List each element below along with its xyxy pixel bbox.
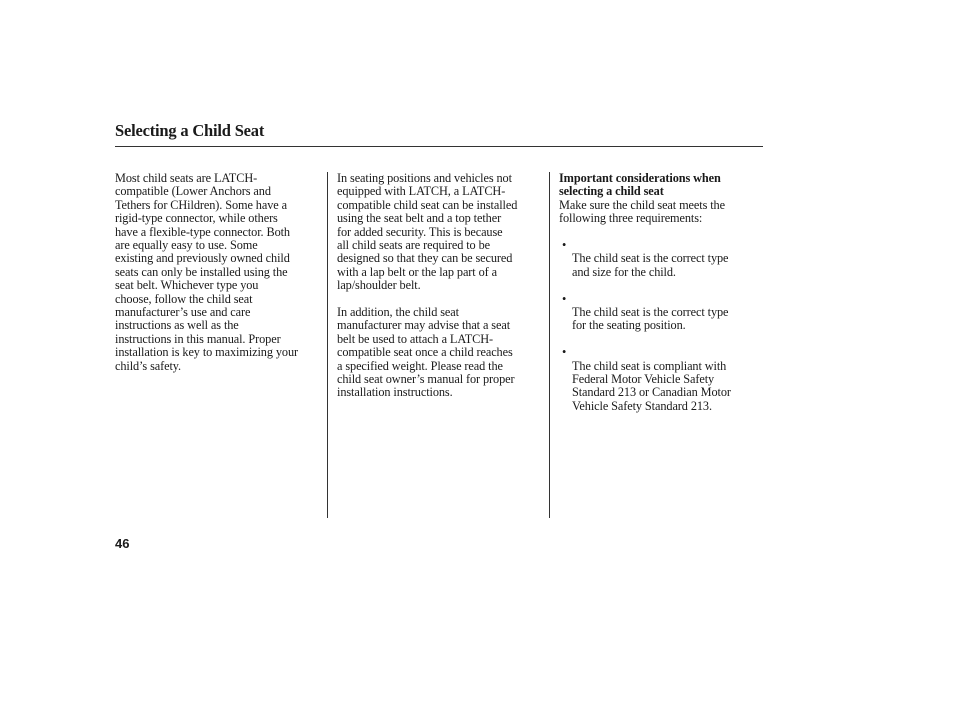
requirement-item <box>559 293 759 333</box>
requirement-item <box>559 346 759 413</box>
requirements-intro: Make sure the child seat meets the following three requirements: <box>559 197 725 226</box>
bullet-icon: • <box>562 291 567 306</box>
bullet-icon: • <box>562 238 567 253</box>
column-latch-overview <box>115 172 323 373</box>
requirement-item <box>559 239 759 279</box>
requirement-text: The child seat is compliant with Federal Motor Vehicle Safety Standard 213 or Canadian Motor Vehicle Safety Standard 213. <box>572 358 731 413</box>
requirement-text: The child seat is the correct type for the seating position. <box>572 305 729 333</box>
column-important-considerations <box>559 172 759 413</box>
requirement-text: The child seat is the correct type and size for the child. <box>572 251 729 279</box>
bullet-icon: • <box>562 345 567 360</box>
page-title: Selecting a Child Seat <box>115 121 265 140</box>
title-divider <box>115 146 763 147</box>
considerations-heading: Important considerations when selecting a child seat <box>559 171 721 199</box>
seat-belt-installation-paragraph: In seating positions and vehicles not equipped with LATCH, a LATCH- compatible child seat can be installed using the seat belt and a top tether for added security. This is because all child seats are required to be designed so that they can be secured with a lap belt or the lap part of a lap/shoulder belt. <box>337 171 518 293</box>
latch-overview-paragraph: Most child seats are LATCH- compatible (Lower Anchors and Tethers for CHildren). Some have a rigid-type connector, while others have a flexible-type connector. Both are equally easy to use. Some existing and previously owned child seats can only be installed using the seat belt. Whichever type you choose, follow the child seat manufacturer’s use and care instructions as well as the instructions in this manual. Proper installation is key to maximizing your child’s safety. <box>115 171 299 373</box>
column-divider-2 <box>549 172 550 518</box>
column-seat-belt-installation <box>337 172 543 400</box>
page-number: 46 <box>115 536 130 551</box>
manufacturer-advice-paragraph: In addition, the child seat manufacturer may advise that a seat belt be used to attach a LATCH- compatible seat once a child reaches a specified weight. Please read the child seat owner’s manual for proper installation instructions. <box>337 305 515 400</box>
column-divider-1 <box>327 172 328 518</box>
